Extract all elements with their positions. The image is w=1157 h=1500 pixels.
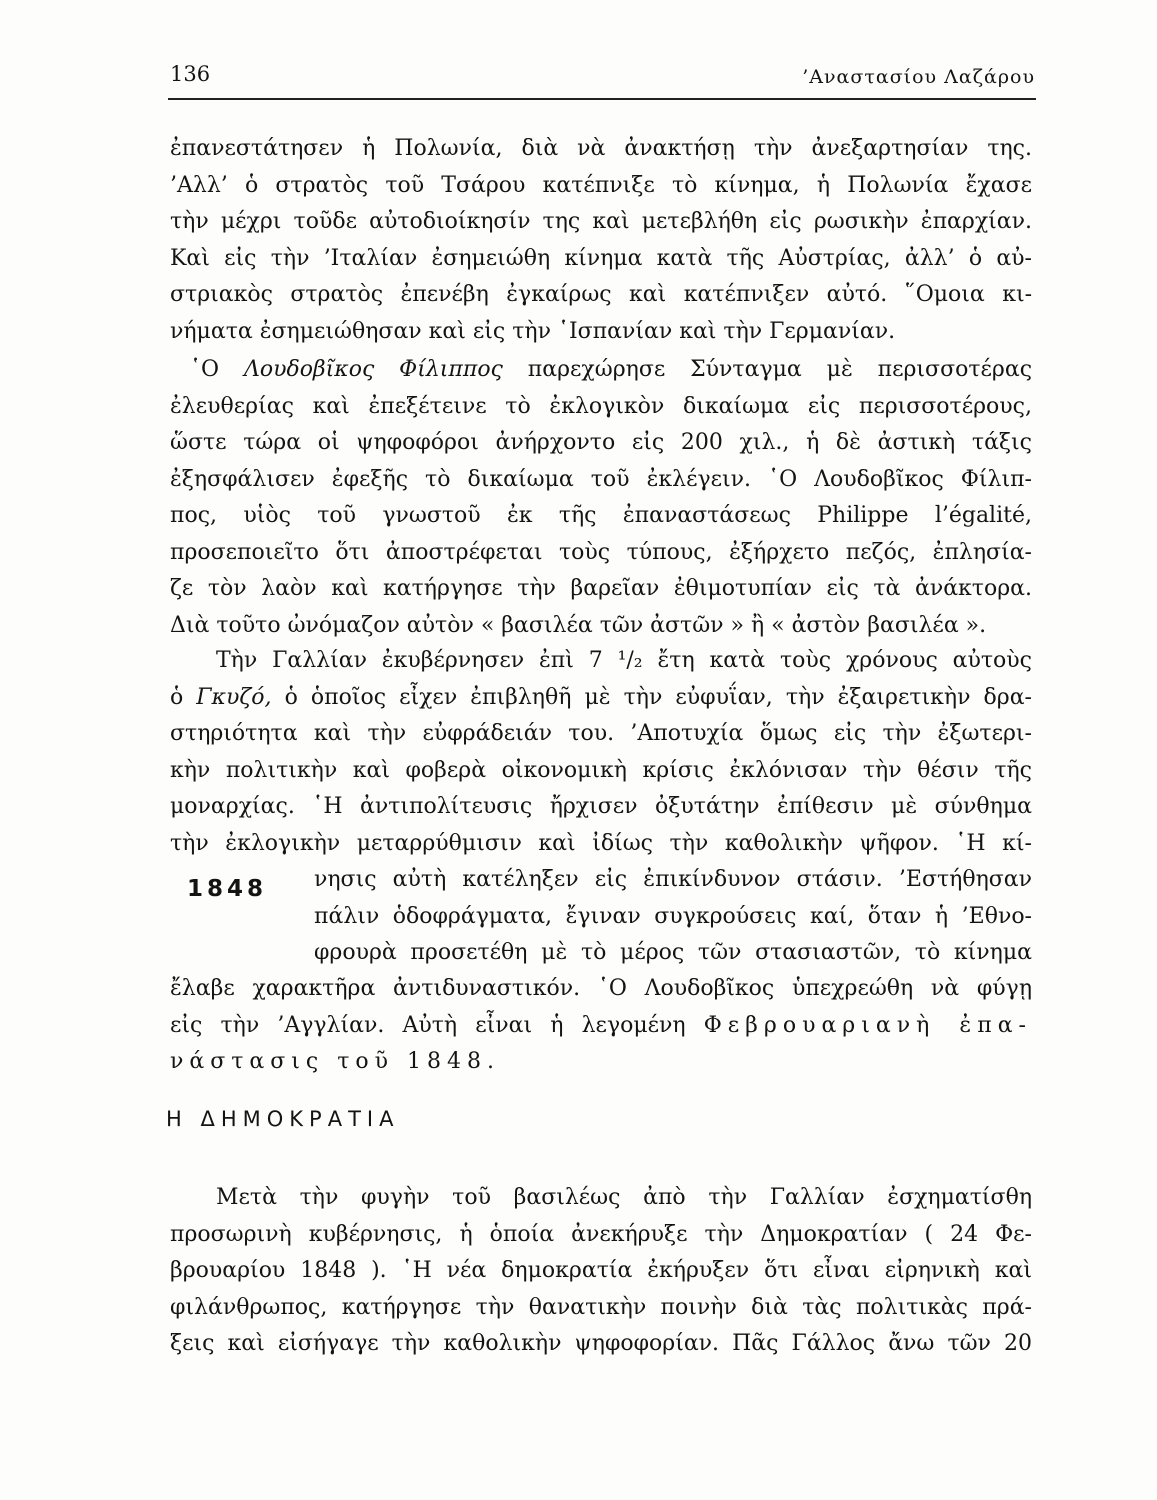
text-line: ζε τὸν λαὸν καὶ κατήργησε τὴν βαρεῖαν ἐθιμοτυπίαν εἰς τὰ ἀνάκτορα.: [170, 576, 1032, 601]
text-line: νησις αὐτὴ κατέληξεν εἰς ἐπικίνδυνον στάσιν. ’Εστήθησαν: [314, 867, 1032, 892]
paragraph-2: [170, 352, 1032, 644]
text-line: προσωρινὴ κυβέρνησις, ἡ ὁποία ἀνεκήρυξε τὴν Δημοκρατίαν ( 24 Φε-: [170, 1221, 1032, 1247]
spaced-emphasis: Φεβρουαριανὴ ἐπα-: [703, 1012, 1032, 1038]
text-line: Διὰ τοῦτο ὠνόμαζον αὐτὸν « βασιλέα τῶν ἀστῶν » ἢ « ἀστὸν βασιλέα ».: [170, 612, 987, 638]
text-line: ἐλευθερίας καὶ ἐπεξέτεινε τὸ ἐκλογικὸν δικαίωμα εἰς περισσοτέρους,: [170, 393, 1032, 419]
text-span: ἔτη κατὰ τοὺς χρόνους αὐτοὺς: [642, 648, 1032, 673]
text-line: [170, 680, 1032, 717]
text-line: [170, 1008, 1032, 1045]
fraction: ¹/₂: [617, 648, 643, 673]
text-span: ὁ ὁποῖος εἶχεν ἐπιβληθῆ μὲ τὴν εὐφυΐαν, τὴν ἐξαιρετικὴν δρα-: [271, 684, 1032, 710]
page-header: [170, 62, 1035, 96]
text-line: [170, 352, 1032, 389]
text-span: ῾Ο: [190, 357, 244, 382]
text-line: ’Αλλ’ ὁ στρατὸς τοῦ Τσάρου κατέπνιξε τὸ κίνημα, ἡ Πολωνία ἔχασε: [170, 172, 1032, 198]
text-line: ξεις καὶ εἰσήγαγε τὴν καθολικὴν ψηφοφορίαν. Πᾶς Γάλλος ἄνω τῶν 20: [170, 1331, 1032, 1356]
margin-year-note: 1848: [187, 876, 268, 902]
text-line: πάλιν ὁδοφράγματα, ἔγιναν συγκρούσεις καί, ὅταν ἡ ’Εθνο-: [314, 903, 1032, 929]
text-line: [170, 1044, 1032, 1081]
hanging-lines: [314, 862, 1032, 972]
text-line: [170, 643, 1032, 680]
text-line: μοναρχίας. ῾Η ἀντιπολίτευσις ἤρχισεν ὀξυτάτην ἐπίθεσιν μὲ σύνθημα: [170, 794, 1032, 819]
paragraph-3-closing: [170, 971, 1032, 1081]
paragraph-4: [170, 1180, 1032, 1363]
text-line: βρουαρίου 1848 ). ῾Η νέα δημοκρατία ἐκήρυξεν ὅτι εἶναι εἰρηνικὴ καὶ: [170, 1258, 1032, 1283]
text-line: ὥστε τώρα οἱ ψηφοφόροι ἀνήρχοντο εἰς 200 χιλ., ἡ δὲ ἀστικὴ τάξις: [170, 430, 1032, 455]
italic-name: Γκυζό,: [196, 684, 272, 710]
text-line: τὴν ἐκλογικὴν μεταρρύθμισιν καὶ ἰδίως τὴν καθολικὴν ψῆφον. ῾Η κί-: [170, 830, 1032, 856]
text-line: ἔλαβε χαρακτῆρα ἀντιδυναστικόν. ῾Ο Λουδοβῖκος ὑπεχρεώθη νὰ φύγῃ: [170, 976, 1032, 1001]
running-head: ’Αναστασίου Λαζάρου: [802, 66, 1035, 88]
text-line: προσεποιεῖτο ὅτι ἀποστρέφεται τοὺς τύπους, ἐξήρχετο πεζός, ἐπλησία-: [170, 539, 1032, 565]
text-line: τὴν μέχρι τοῦδε αὐτοδιοίκησίν της καὶ μετεβλήθη εἰς ρωσικὴν ἐπαρχίαν.: [170, 209, 1032, 234]
text-line: ἐξησφάλισεν ἐφεξῆς τὸ δικαίωμα τοῦ ἐκλέγειν. ῾Ο Λουδοβῖκος Φίλιπ-: [170, 466, 1032, 492]
text-span: παρεχώρησε Σύνταγμα μὲ περισσοτέρας: [502, 357, 1033, 382]
section-heading: Η ΔΗΜΟΚΡΑΤΙΑ: [166, 1107, 400, 1131]
text-line: Καὶ εἰς τὴν ’Ιταλίαν ἐσημειώθη κίνημα κατὰ τῆς Αὐστρίας, ἀλλ’ ὁ αὐ-: [170, 245, 1032, 271]
text-line: φιλάνθρωπος, κατήργησε τὴν θανατικὴν ποινὴν διὰ τὰς πολιτικὰς πρά-: [170, 1294, 1032, 1320]
text-span: εἰς τὴν ’Αγγλίαν. Αὐτὴ εἶναι ἡ λεγομένη: [170, 1012, 704, 1038]
text-line: στριακὸς στρατὸς ἐπενέβη ἐγκαίρως καὶ κατέπνιξεν αὐτό. ῞Ομοια κι-: [170, 282, 1032, 307]
text-span: Τὴν Γαλλίαν ἐκυβέρνησεν ἐπὶ 7: [216, 648, 618, 673]
text-line: στηριότητα καὶ τὴν εὐφράδειάν του. ’Αποτυχία ὅμως εἰς τὴν ἐξωτερι-: [170, 721, 1032, 746]
text-line: Μετὰ τὴν φυγὴν τοῦ βασιλέως ἀπὸ τὴν Γαλλίαν ἐσχηματίσθη: [216, 1185, 1032, 1210]
page-number: 136: [170, 62, 211, 86]
paragraph-1: [170, 131, 1032, 350]
paragraph-3: [170, 643, 1032, 862]
text-span: ὁ: [170, 684, 197, 710]
text-line: κὴν πολιτικὴν καὶ φοβερὰ οἰκονομικὴ κρίσις ἐκλόνισαν τὴν θέσιν τῆς: [170, 757, 1032, 783]
text-line: ἐπανεστάτησεν ἡ Πολωνία, διὰ νὰ ἀνακτήσῃ τὴν ἀνεξαρτησίαν της.: [170, 136, 1032, 161]
spaced-emphasis: νάστασις τοῦ 1848.: [170, 1049, 500, 1074]
text-line: νήματα ἐσημειώθησαν καὶ εἰς τὴν ῾Ισπανίαν καὶ τὴν Γερμανίαν.: [170, 318, 896, 344]
header-rule: [168, 98, 1036, 100]
italic-name: Λουδοβῖκος Φίλιππος: [243, 357, 503, 382]
text-line: πος, υἱὸς τοῦ γνωστοῦ ἐκ τῆς ἐπαναστάσεως Philippe l’égalité,: [170, 503, 1032, 528]
text-line: φρουρὰ προσετέθη μὲ τὸ μέρος τῶν στασιαστῶν, τὸ κίνημα: [314, 940, 1032, 965]
